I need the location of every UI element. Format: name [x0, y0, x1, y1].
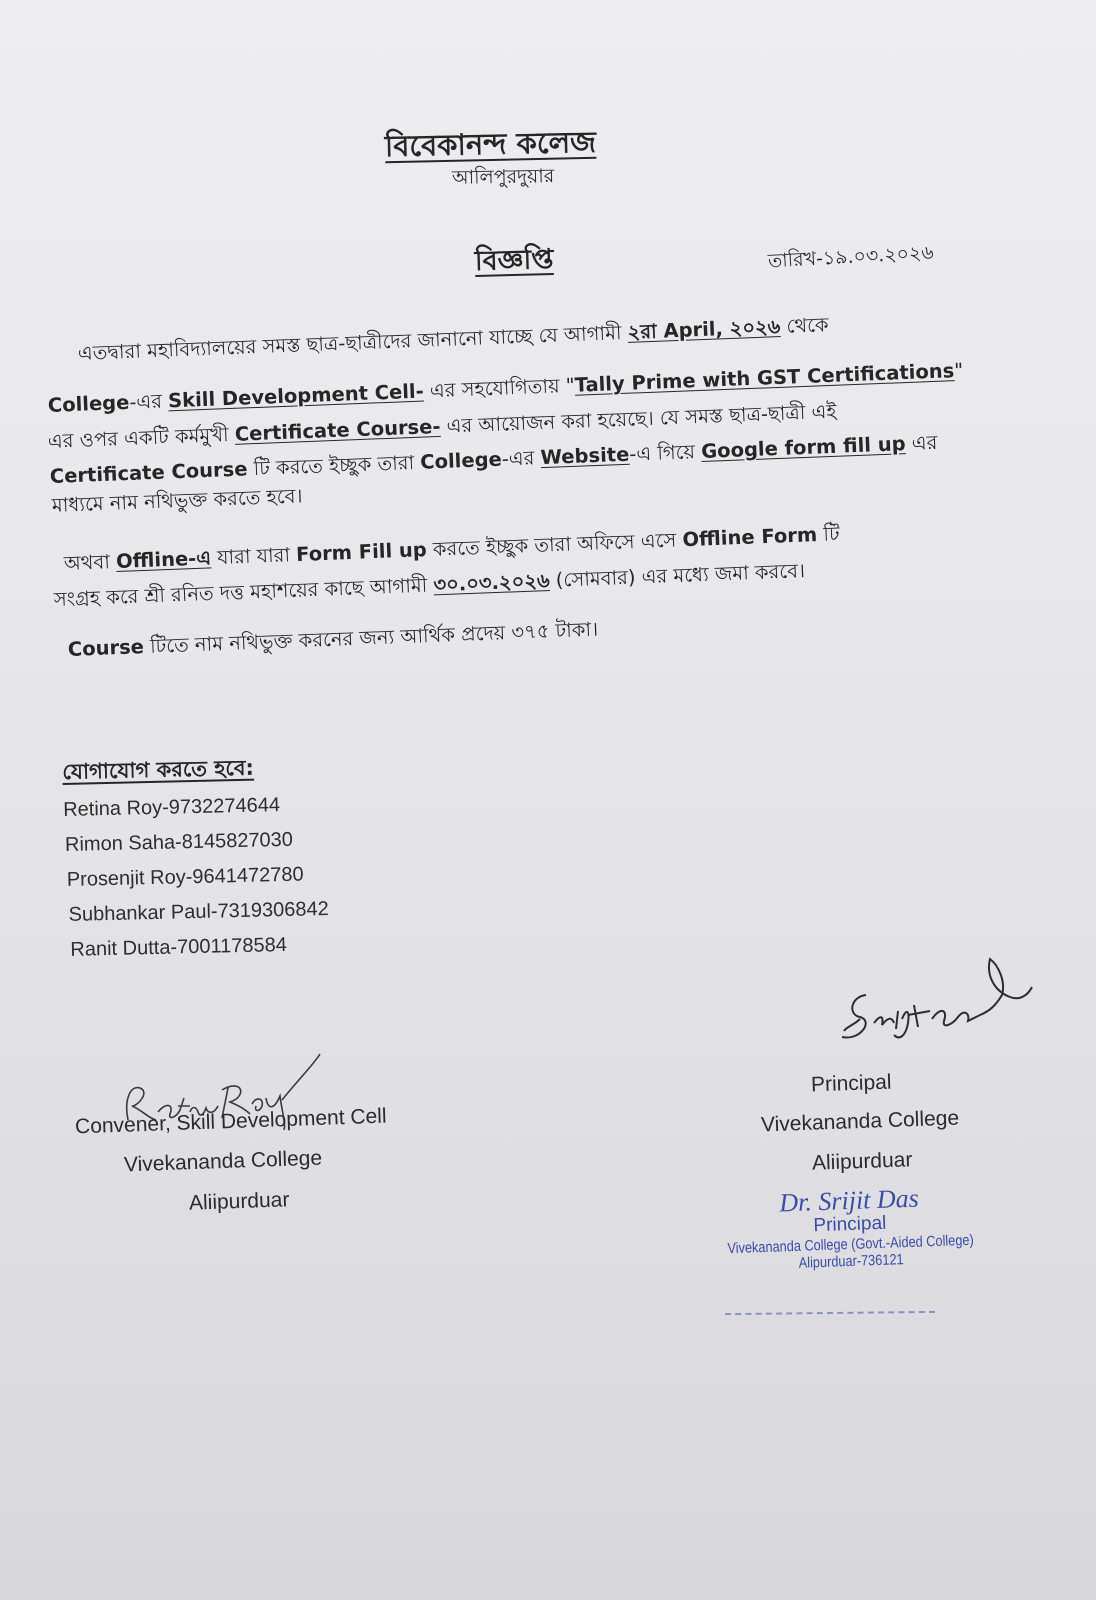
notice-title: বিজ্ঞপ্তি [474, 243, 554, 278]
p1-certificate: Certificate Course [49, 457, 248, 488]
p1-text: " [953, 358, 964, 383]
contact-item: Ranit Dutta-7001178584 [70, 933, 288, 961]
p1-college: College [419, 447, 503, 474]
form-fill-up: Form Fill up [295, 538, 428, 567]
certificate-course: Certificate Course- [234, 414, 441, 446]
offline-form: Offline Form [682, 523, 818, 552]
website-ref: Website [540, 442, 630, 470]
principal-signature [830, 945, 1040, 1055]
stamp-college: Vivekananda College (Govt.-Aided College) [727, 1231, 975, 1258]
p1-college: College [47, 390, 130, 417]
fee-text: টিতে নাম নথিভুক্ত করনের জন্য আর্থিক প্রদেয় ৩৭৫ টাকা। [143, 617, 599, 659]
left-signatory-college: Vivekananda College [123, 1146, 323, 1177]
contact-item: Prosenjit Roy-9641472780 [66, 863, 304, 891]
college-name-bengali: বিবেকানন্দ কলেজ [384, 124, 597, 164]
stamp-title: Principal [813, 1212, 887, 1237]
left-signatory-place: Aliipurduar [188, 1188, 290, 1215]
p2-text: অথবা [63, 550, 117, 575]
p1-text: -এর [128, 389, 169, 414]
p2-text: সংগ্রহ করে শ্রী রনিত দত্ত মহাশয়ের কাছে আগামী [53, 573, 434, 611]
stamp-address: Alipurduar-736121 [798, 1251, 904, 1272]
p2-text: টি [816, 522, 841, 547]
contacts-block [62, 750, 330, 974]
google-form-ref: Google form fill up [700, 432, 906, 463]
p1-text: এতদ্বারা মহাবিদ্যালয়ের সমস্ত ছাত্র-ছাত্রীদের জানানো যাচ্ছে যে আগামী [77, 320, 629, 365]
offline-ref: Offline-এ [115, 546, 212, 573]
p1-text: থেকে [779, 313, 829, 339]
notice-date: তারিখ-১৯.০৩.২০২৬ [767, 241, 935, 273]
paragraph1-line1 [77, 311, 829, 372]
p2-text: যারা যারা [210, 543, 297, 570]
p1-text: মাধ্যমে নাম নথিভুক্ত করতে হবে। [51, 484, 303, 517]
p1-text: এর সহযোগিতায় " [423, 373, 576, 403]
start-date: ২রা April, ২০২৬ [627, 315, 781, 344]
p1-text: এর ওপর একটি কর্মমুখী [47, 422, 236, 453]
contact-item: Subhankar Paul-7319306842 [68, 897, 330, 926]
contacts-heading: যোগাযোগ করতে হবে: [62, 755, 255, 784]
college-place-bengali: আলিপুরদুয়ার [451, 165, 555, 189]
right-signatory-college: Vivekananda College [760, 1106, 960, 1137]
p2-text: করতে ইচ্ছুক তারা অফিসে এসে [426, 528, 683, 562]
p1-text: -এর [501, 446, 541, 471]
p1-text: এর আয়োজন করা হয়েছে। যে সমস্ত ছাত্র-ছাত্রী এই [440, 399, 837, 438]
course-name: Tally Prime with GST Certifications [574, 359, 955, 397]
p1-text: এর [905, 430, 938, 456]
contact-item: Rimon Saha-8145827030 [64, 828, 294, 856]
principal-stamp [699, 1181, 1002, 1275]
fee-line [67, 616, 598, 668]
right-signatory-place: Aliipurduar [811, 1148, 913, 1175]
stamp-name: Dr. Srijit Das [778, 1183, 920, 1218]
deadline-date: ৩০.০৩.২০২৬ [433, 568, 551, 597]
stamp-divider [725, 1311, 935, 1315]
contact-item: Retina Roy-9732274644 [62, 794, 281, 821]
left-signatory-designation: Convener, Skill Development Cell [74, 1104, 387, 1139]
fee-course: Course [67, 635, 145, 661]
skill-cell: Skill Development Cell- [167, 379, 425, 413]
p2-text: (সোমবার) এর মধ্যে জমা করবে। [549, 559, 806, 592]
p1-text: -এ গিয়ে [628, 439, 702, 466]
p1-text: টি করতে ইচ্ছুক তারা [247, 450, 421, 481]
right-signatory-designation: Principal [810, 1070, 892, 1097]
